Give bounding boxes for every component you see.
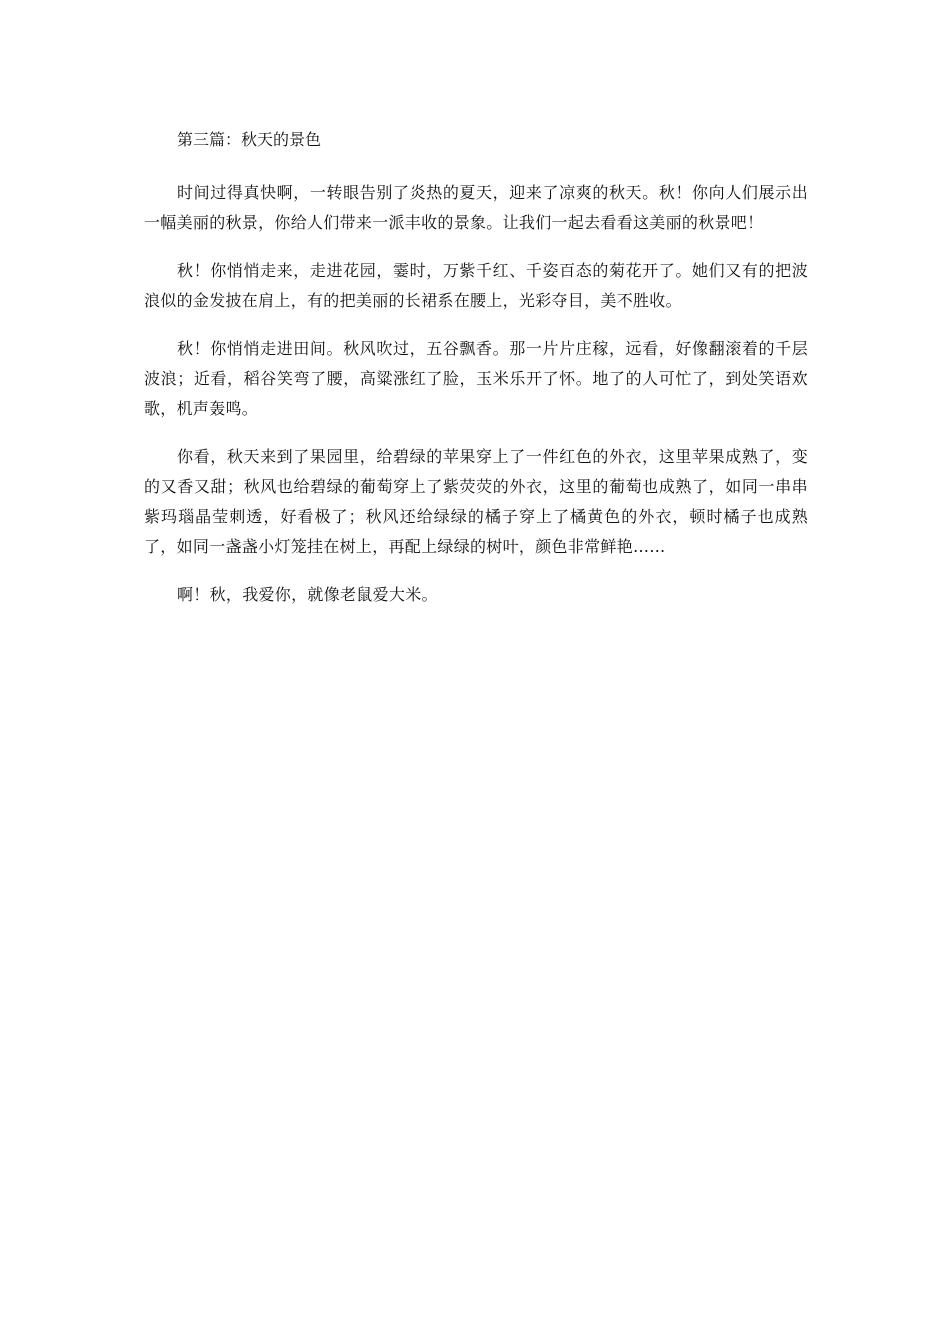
paragraph-fields: 秋！你悄悄走进田间。秋风吹过，五谷飘香。那一片片庄稼，远看，好像翻滚着的千层波浪；近看，稻谷笑弯了腰，高粱涨红了脸，玉米乐开了怀。地了的人可忙了，到处笑语欢歌，机声轰鸣。 (144, 339, 808, 418)
document-page (144, 126, 808, 628)
document-title: 第三篇：秋天的景色 (177, 130, 322, 149)
paragraph-orchard: 你看，秋天来到了果园里，给碧绿的苹果穿上了一件红色的外衣，这里苹果成熟了，变的又香又甜；秋风也给碧绿的葡萄穿上了紫荧荧的外衣，这里的葡萄也成熟了，如同一串串紫玛瑙晶莹刺透，好看极了；秋风还给绿绿的橘子穿上了橘黄色的外衣，顿时橘子也成熟了，如同一盏盏小灯笼挂在树上，再配上绿绿的树叶，颜色非常鲜艳…… (144, 447, 808, 556)
paragraph-garden: 秋！你悄悄走来，走进花园，霎时，万紫千红、千姿百态的菊花开了。她们又有的把波浪似的金发披在肩上，有的把美丽的长裙系在腰上，光彩夺目，美不胜收。 (144, 261, 808, 310)
paragraph-closing: 啊！秋，我爱你，就像老鼠爱大米。 (177, 585, 438, 604)
paragraph-intro: 时间过得真快啊，一转眼告别了炎热的夏天，迎来了凉爽的秋天。秋！你向人们展示出一幅美丽的秋景，你给人们带来一派丰收的景象。让我们一起去看看这美丽的秋景吧！ (144, 183, 808, 232)
